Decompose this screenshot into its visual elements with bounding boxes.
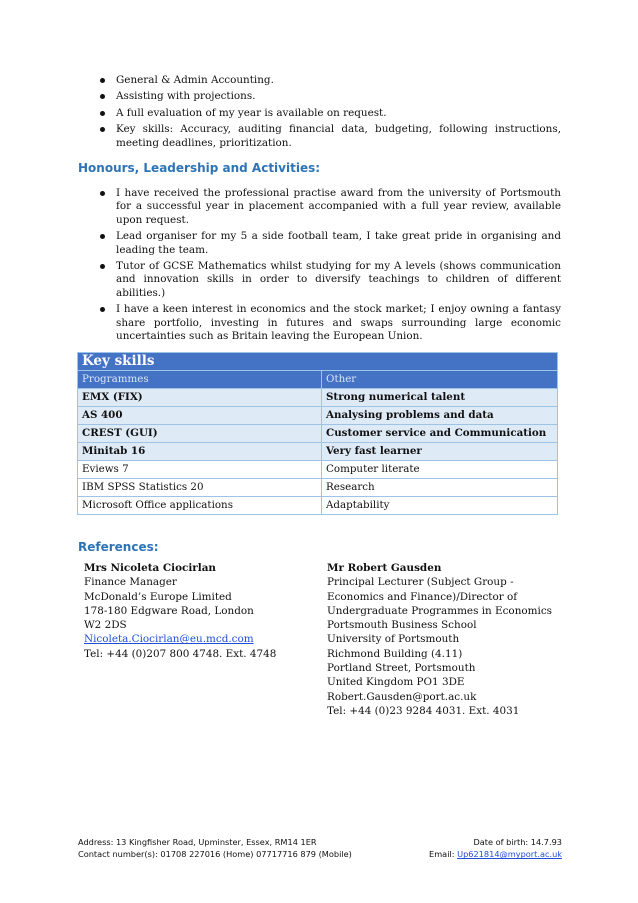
reference-line: 178-180 Edgware Road, London [84,604,254,617]
list-item: I have a keen interest in economics and the stock market; I enjoy owning a fantasy share portfolio, investing in futures and swaps surrounding large economic uncertainties such as Britain leaving the European Union. [90,303,561,343]
table-row [78,389,558,407]
table-cell: CREST (GUI) [78,425,322,443]
table-header-row [78,371,558,389]
reference-1 [84,561,314,661]
page-footer [78,836,562,861]
references-heading: References: [78,540,159,554]
column-header: Other [322,371,558,389]
reference-line: United Kingdom PO1 3DE [327,676,465,689]
list-item: Lead organiser for my 5 a side football team, I take great pride in organising and leading the team. [90,230,561,257]
list-item: General & Admin Accounting. [90,74,561,87]
table-row [78,479,558,497]
reference-name: Mr Robert Gausden [327,562,442,574]
footer-email-group [429,848,562,860]
table-cell: Minitab 16 [78,443,322,461]
footer-email-link[interactable]: Up621814@myport.ac.uk [457,849,562,860]
list-item: Key skills: Accuracy, auditing financial data, budgeting, following instructions, meeting deadlines, prioritization. [90,123,561,150]
table-cell: Analysing problems and data [322,407,558,425]
honours-heading: Honours, Leadership and Activities: [78,161,321,175]
table-row [78,497,558,515]
footer-dob: Date of birth: 14.7.93 [473,837,562,847]
column-header: Programmes [78,371,322,389]
table-title-row [78,353,558,371]
honours-bullet-list [90,187,561,346]
reference-line: Tel: +44 (0)23 9284 4031. Ext. 4031 [327,704,520,717]
reference-line: Principal Lecturer (Subject Group - [327,576,514,589]
footer-contact: Contact number(s): 01708 227016 (Home) 07717716 879 (Mobile) [78,849,352,860]
reference-line: W2 2DS [84,619,127,632]
table-cell: Computer literate [322,461,558,479]
table-cell: Very fast learner [322,443,558,461]
table-cell: Strong numerical talent [322,389,558,407]
reference-line: Undergraduate Programmes in Economics [327,604,552,617]
footer-address: Address: 13 Kingfisher Road, Upminster, Essex, RM14 1ER [78,837,317,847]
key-skills-table [77,352,558,515]
table-cell: AS 400 [78,407,322,425]
reference-line: McDonald’s Europe Limited [84,590,232,603]
reference-line: Richmond Building (4.11) [327,647,463,660]
reference-name: Mrs Nicoleta Ciocirlan [84,562,216,574]
footer-email-label: Email: [429,849,458,860]
list-item: I have received the professional practise award from the university of Portsmouth for a successful year in placement accompanied with a full year review, available upon request. [90,187,561,227]
table-cell: Eviews 7 [78,461,322,479]
table-row [78,425,558,443]
reference-line: University of Portsmouth [327,633,460,646]
table-cell: IBM SPSS Statistics 20 [78,479,322,497]
table-cell: Research [322,479,558,497]
table-row [78,407,558,425]
list-item: Tutor of GCSE Mathematics whilst studying for my A levels (shows communication and innovation skills in order to diversify teachings to children of different abilities.) [90,260,561,300]
table-cell: Customer service and Communication [322,425,558,443]
table-row [78,461,558,479]
list-item: Assisting with projections. [90,90,561,103]
footer-row [78,836,562,848]
reference-line: Portland Street, Portsmouth [327,662,476,675]
top-bullet-list [90,74,561,153]
footer-row [78,848,562,860]
reference-line: Robert.Gausden@port.ac.uk [327,690,477,703]
reference-phone: Tel: +44 (0)207 800 4748. Ext. 4748 [84,647,277,660]
reference-line: Finance Manager [84,576,177,589]
table-row [78,443,558,461]
table-cell: EMX (FIX) [78,389,322,407]
list-item: A full evaluation of my year is available on request. [90,107,561,120]
table-cell: Adaptability [322,497,558,515]
reference-line: Economics and Finance)/Director of [327,590,518,603]
table-title: Key skills [78,353,558,371]
table-cell: Microsoft Office applications [78,497,322,515]
reference-line: Portsmouth Business School [327,619,477,632]
reference-email-link[interactable]: Nicoleta.Ciocirlan@eu.mcd.com [84,633,254,646]
reference-2 [327,561,567,718]
